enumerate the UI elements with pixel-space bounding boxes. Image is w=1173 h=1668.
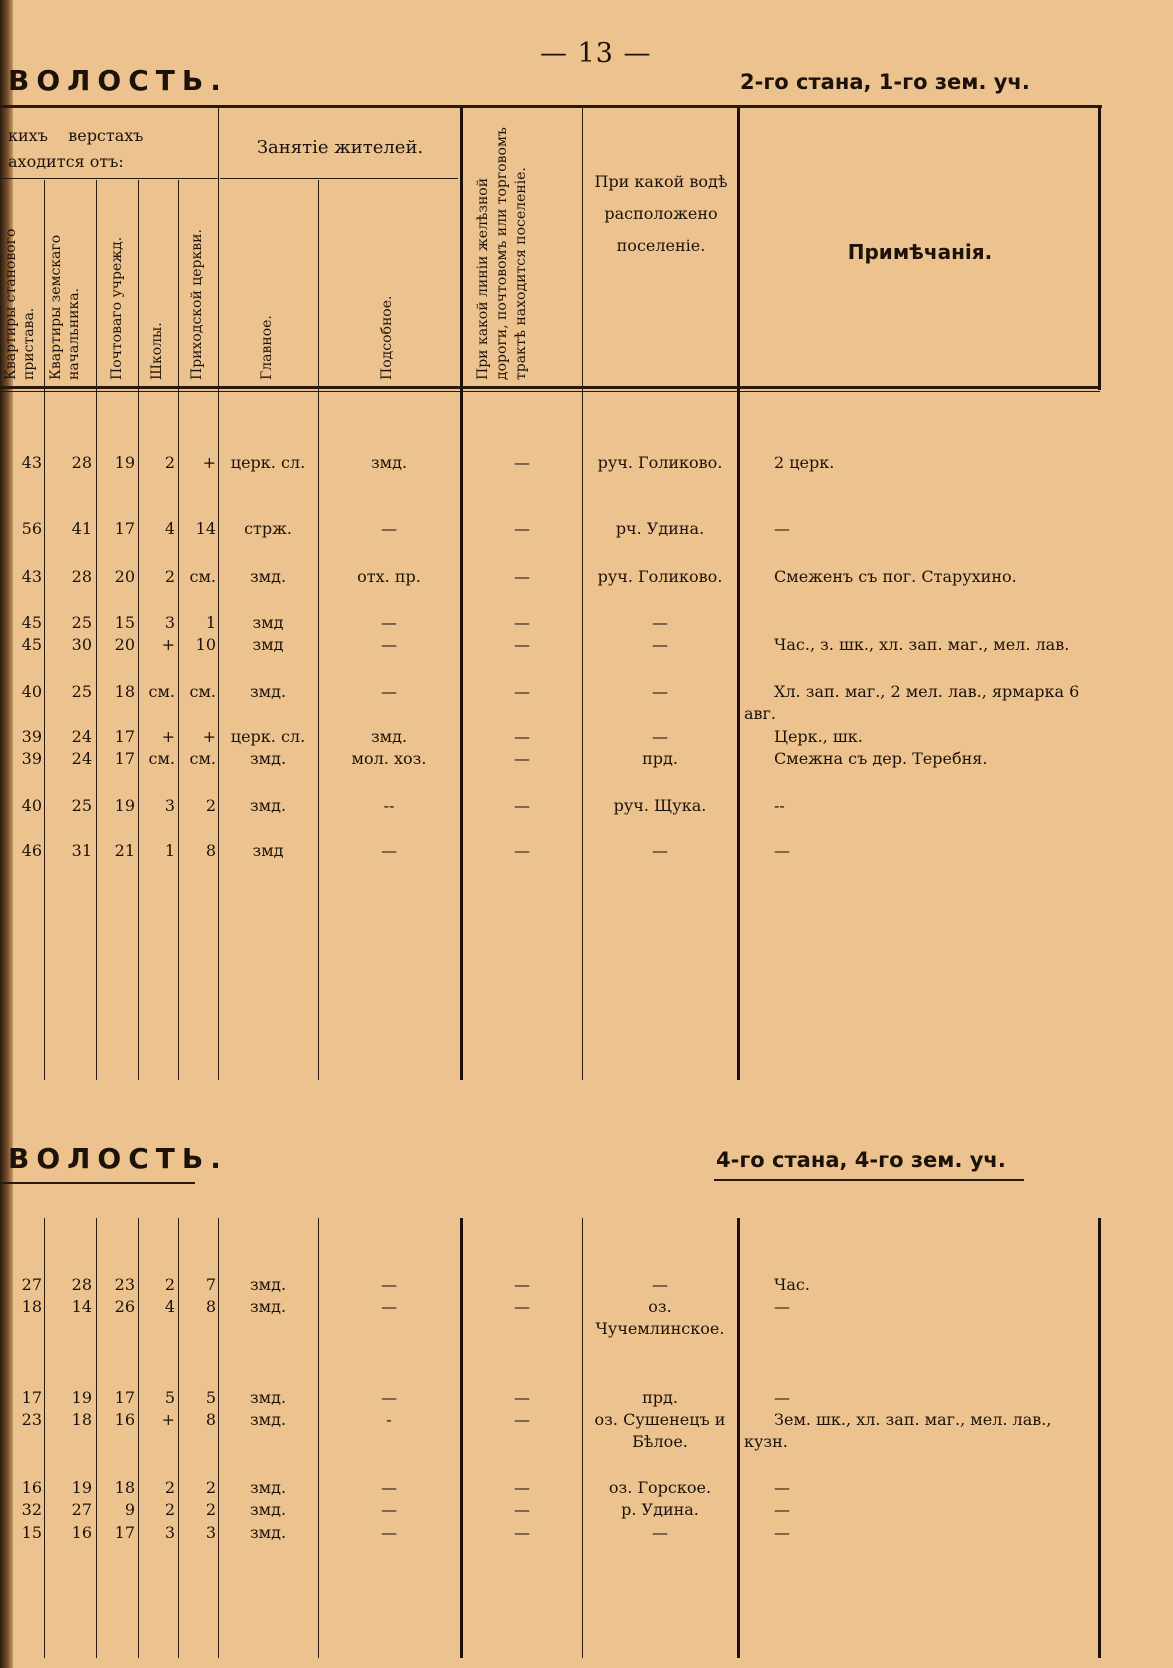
header-water: При какой водѣ расположено поселеніе. [594,172,728,255]
cell-aux: -- [383,796,395,815]
cell-main: змд [252,613,284,632]
cell-water: — [652,613,668,632]
cell-aux: мол. хоз. [351,749,427,768]
cell-note: Хл. зап. маг., 2 мел. лав., ярмарка 6 авг. [744,682,1080,723]
cell-post: 16 [114,1410,135,1429]
header-top-rule [0,105,1102,108]
cell-main: змд. [249,1523,287,1542]
cell-post: 19 [114,796,135,815]
cell-school: см. [148,749,175,768]
cell-post: 23 [114,1275,135,1294]
cell-stan: 45 [21,613,42,632]
cell-school: 2 [164,1275,175,1294]
cell-water: прд. [642,1388,678,1407]
cell-rail: — [514,613,530,632]
cell-church: 14 [195,519,216,538]
cell-post: 20 [114,635,135,654]
cell-church: 5 [205,1388,216,1407]
col-divider [218,1218,219,1658]
cell-stan: 40 [21,682,42,701]
cell-zem: 25 [71,682,92,701]
cell-main: стрж. [244,519,292,538]
cell-stan: 32 [21,1500,42,1519]
cell-rail: — [514,1275,530,1294]
cell-church: 2 [205,796,216,815]
cell-rail: — [514,1297,530,1316]
cell-church: см. [189,682,216,701]
cell-aux: — [381,1297,397,1316]
cell-church: 3 [205,1523,216,1542]
col-divider [318,180,319,1080]
cell-aux: — [381,519,397,538]
cell-main: змд. [249,796,287,815]
cell-post: 21 [114,841,135,860]
cell-zem: 24 [71,749,92,768]
cell-main: церк. сл. [230,727,306,746]
cell-church: 2 [205,1500,216,1519]
cell-main: змд. [249,682,287,701]
cell-church: 8 [205,1297,216,1316]
cell-stan: 40 [21,796,42,815]
cell-zem: 19 [71,1388,92,1407]
cell-rail: — [514,682,530,701]
col-divider [138,180,139,1080]
cell-water: руч. Голиково. [597,453,723,472]
volost-heading-1: ВОЛОСТЬ. [8,64,228,97]
cell-stan: 45 [21,635,42,654]
cell-post: 19 [114,453,135,472]
cell-rail: — [514,1523,530,1542]
cell-zem: 25 [71,613,92,632]
cell-water: рч. Удина. [615,519,705,538]
cell-aux: — [381,635,397,654]
cell-water: руч. Голиково. [597,567,723,586]
cell-rail: — [514,796,530,815]
cell-note: — [774,1388,790,1407]
cell-zem: 14 [71,1297,92,1316]
cell-school: см. [148,682,175,701]
cell-school: 2 [164,453,175,472]
cell-water: р. Удина. [621,1500,699,1519]
cell-post: 17 [114,727,135,746]
cell-church: 1 [205,613,216,632]
cell-main: змд. [249,567,287,586]
cell-church: 2 [205,1478,216,1497]
col-divider [44,1218,45,1658]
col-divider [178,1218,179,1658]
cell-main: змд [252,635,284,654]
cell-water: — [652,727,668,746]
cell-church: см. [189,567,216,586]
cell-school: 5 [164,1388,175,1407]
cell-aux: змд. [370,727,408,746]
cell-rail: — [514,841,530,860]
cell-aux: — [381,841,397,860]
cell-note: Смежна съ дер. Теребня. [774,749,988,768]
cell-zem: 27 [71,1500,92,1519]
cell-rail: — [514,1410,530,1429]
cell-zem: 18 [71,1410,92,1429]
cell-water: — [652,1523,668,1542]
cell-stan: 39 [21,749,42,768]
cell-school: 1 [164,841,175,860]
header-railway: При какой линіи желѣзной дороги, почтовомъ или торговомъ трактѣ находится поселеніе. [475,127,529,380]
header-bottom-rule-2 [0,391,1100,392]
volost-underline-2 [0,1182,195,1184]
cell-note: -- [774,796,785,815]
col-divider [96,1218,97,1658]
header-school: Школы. [149,322,165,380]
cell-school: 2 [164,567,175,586]
cell-rail: — [514,1500,530,1519]
cell-water: оз. Чучемлинское. [595,1297,725,1338]
header-post: Почтоваго учрежд. [109,236,125,380]
cell-note: Смеженъ съ пог. Старухино. [774,567,1017,586]
occupation-group-rule [220,178,458,179]
cell-aux: отх. пр. [357,567,421,586]
cell-water: — [652,682,668,701]
stan-label-1: 2-го стана, 1-го зем. уч. [740,70,1030,94]
cell-rail: — [514,1388,530,1407]
cell-post: 18 [114,1478,135,1497]
cell-water: — [652,841,668,860]
distance-group-header-2: аходится отъ: [8,152,124,171]
cell-stan: 17 [21,1388,42,1407]
cell-note: — [774,841,790,860]
cell-school: 2 [164,1500,175,1519]
cell-post: 17 [114,749,135,768]
col-divider [178,180,179,1080]
col-divider [218,107,219,1080]
col-divider [737,1218,740,1658]
col-divider [96,180,97,1080]
cell-water: — [652,1275,668,1294]
table-right-border [1098,107,1101,390]
cell-zem: 28 [71,567,92,586]
header-aux: Подсобное. [379,295,395,380]
cell-rail: — [514,453,530,472]
cell-stan: 43 [21,567,42,586]
cell-post: 17 [114,1388,135,1407]
cell-stan: 43 [21,453,42,472]
cell-rail: — [514,749,530,768]
cell-rail: — [514,635,530,654]
cell-stan: 39 [21,727,42,746]
cell-zem: 16 [71,1523,92,1542]
cell-note: Церк., шк. [774,727,863,746]
cell-note: — [774,519,790,538]
header-notes: Примѣчанія. [847,240,993,264]
volost-heading-2: ВОЛОСТЬ. [8,1142,228,1175]
cell-water: — [652,635,668,654]
stan-label-2: 4-го стана, 4-го зем. уч. [716,1148,1006,1172]
cell-post: 18 [114,682,135,701]
stan-underline-2 [714,1179,1024,1181]
cell-note: 2 церк. [774,453,835,472]
cell-aux: змд. [370,453,408,472]
cell-zem: 41 [71,519,92,538]
cell-water: оз. Сушенецъ и Бѣлое. [594,1410,726,1451]
cell-main: змд. [249,1297,287,1316]
header-zemsky: Квартиры земскаго начальника. [48,234,82,380]
cell-church: 7 [205,1275,216,1294]
cell-zem: 19 [71,1478,92,1497]
cell-post: 17 [114,1523,135,1542]
cell-stan: 15 [21,1523,42,1542]
cell-church: + [202,453,216,472]
cell-aux: — [381,682,397,701]
cell-zem: 30 [71,635,92,654]
cell-school: 4 [164,519,175,538]
cell-stan: 56 [21,519,42,538]
distance-group-rule [0,178,218,179]
header-bottom-rule [0,386,1100,389]
cell-post: 20 [114,567,135,586]
cell-church: 8 [205,1410,216,1429]
col-divider [582,1218,583,1658]
cell-zem: 24 [71,727,92,746]
cell-aux: — [381,1275,397,1294]
col-divider [737,107,740,1080]
cell-aux: — [381,1523,397,1542]
cell-post: 26 [114,1297,135,1316]
cell-main: змд [252,841,284,860]
cell-main: змд. [249,1275,287,1294]
cell-note: Зем. шк., хл. зап. маг., мел. лав., кузн. [744,1410,1052,1451]
distance-group-header: кихъ верстахъ [8,126,144,145]
cell-aux: - [386,1410,392,1429]
cell-note: — [774,1500,790,1519]
cell-church: см. [189,749,216,768]
cell-zem: 25 [71,796,92,815]
cell-church: + [202,727,216,746]
cell-school: + [161,635,175,654]
col-divider [318,1218,319,1658]
cell-school: + [161,727,175,746]
cell-zem: 28 [71,453,92,472]
cell-main: церк. сл. [230,453,306,472]
cell-note: Час., з. шк., хл. зап. маг., мел. лав. [774,635,1070,654]
col-divider [582,107,583,1080]
cell-zem: 28 [71,1275,92,1294]
cell-main: змд. [249,1478,287,1497]
cell-note: Час. [774,1275,810,1294]
cell-aux: — [381,1388,397,1407]
cell-main: змд. [249,1388,287,1407]
cell-rail: — [514,727,530,746]
col-divider [460,107,463,1080]
cell-note: — [774,1478,790,1497]
page-number: — 13 — [540,38,652,69]
cell-church: 10 [195,635,216,654]
cell-main: змд. [249,1410,287,1429]
cell-stan: 16 [21,1478,42,1497]
col-divider [138,1218,139,1658]
cell-school: + [161,1410,175,1429]
col-divider [460,1218,463,1658]
header-stanovoy: Квартиры станового пристава. [3,228,37,380]
cell-zem: 31 [71,841,92,860]
cell-school: 3 [164,613,175,632]
cell-water: прд. [642,749,678,768]
cell-school: 3 [164,796,175,815]
cell-aux: — [381,1478,397,1497]
cell-note: — [774,1523,790,1542]
header-church: Приходской церкви. [189,229,205,380]
cell-main: змд. [249,1500,287,1519]
cell-rail: — [514,567,530,586]
cell-stan: 23 [21,1410,42,1429]
cell-school: 2 [164,1478,175,1497]
cell-school: 3 [164,1523,175,1542]
cell-stan: 46 [21,841,42,860]
cell-rail: — [514,519,530,538]
cell-post: 9 [124,1500,135,1519]
cell-post: 17 [114,519,135,538]
cell-aux: — [381,1500,397,1519]
cell-note: — [774,1297,790,1316]
cell-aux: — [381,613,397,632]
cell-stan: 18 [21,1297,42,1316]
occupation-group-header: Занятіе жителей. [256,137,424,158]
cell-water: оз. Горское. [608,1478,712,1497]
cell-water: руч. Щука. [613,796,707,815]
col-divider [44,180,45,1080]
cell-main: змд. [249,749,287,768]
cell-church: 8 [205,841,216,860]
cell-school: 4 [164,1297,175,1316]
cell-post: 15 [114,613,135,632]
header-main: Главное. [259,315,275,380]
cell-rail: — [514,1478,530,1497]
cell-stan: 27 [21,1275,42,1294]
